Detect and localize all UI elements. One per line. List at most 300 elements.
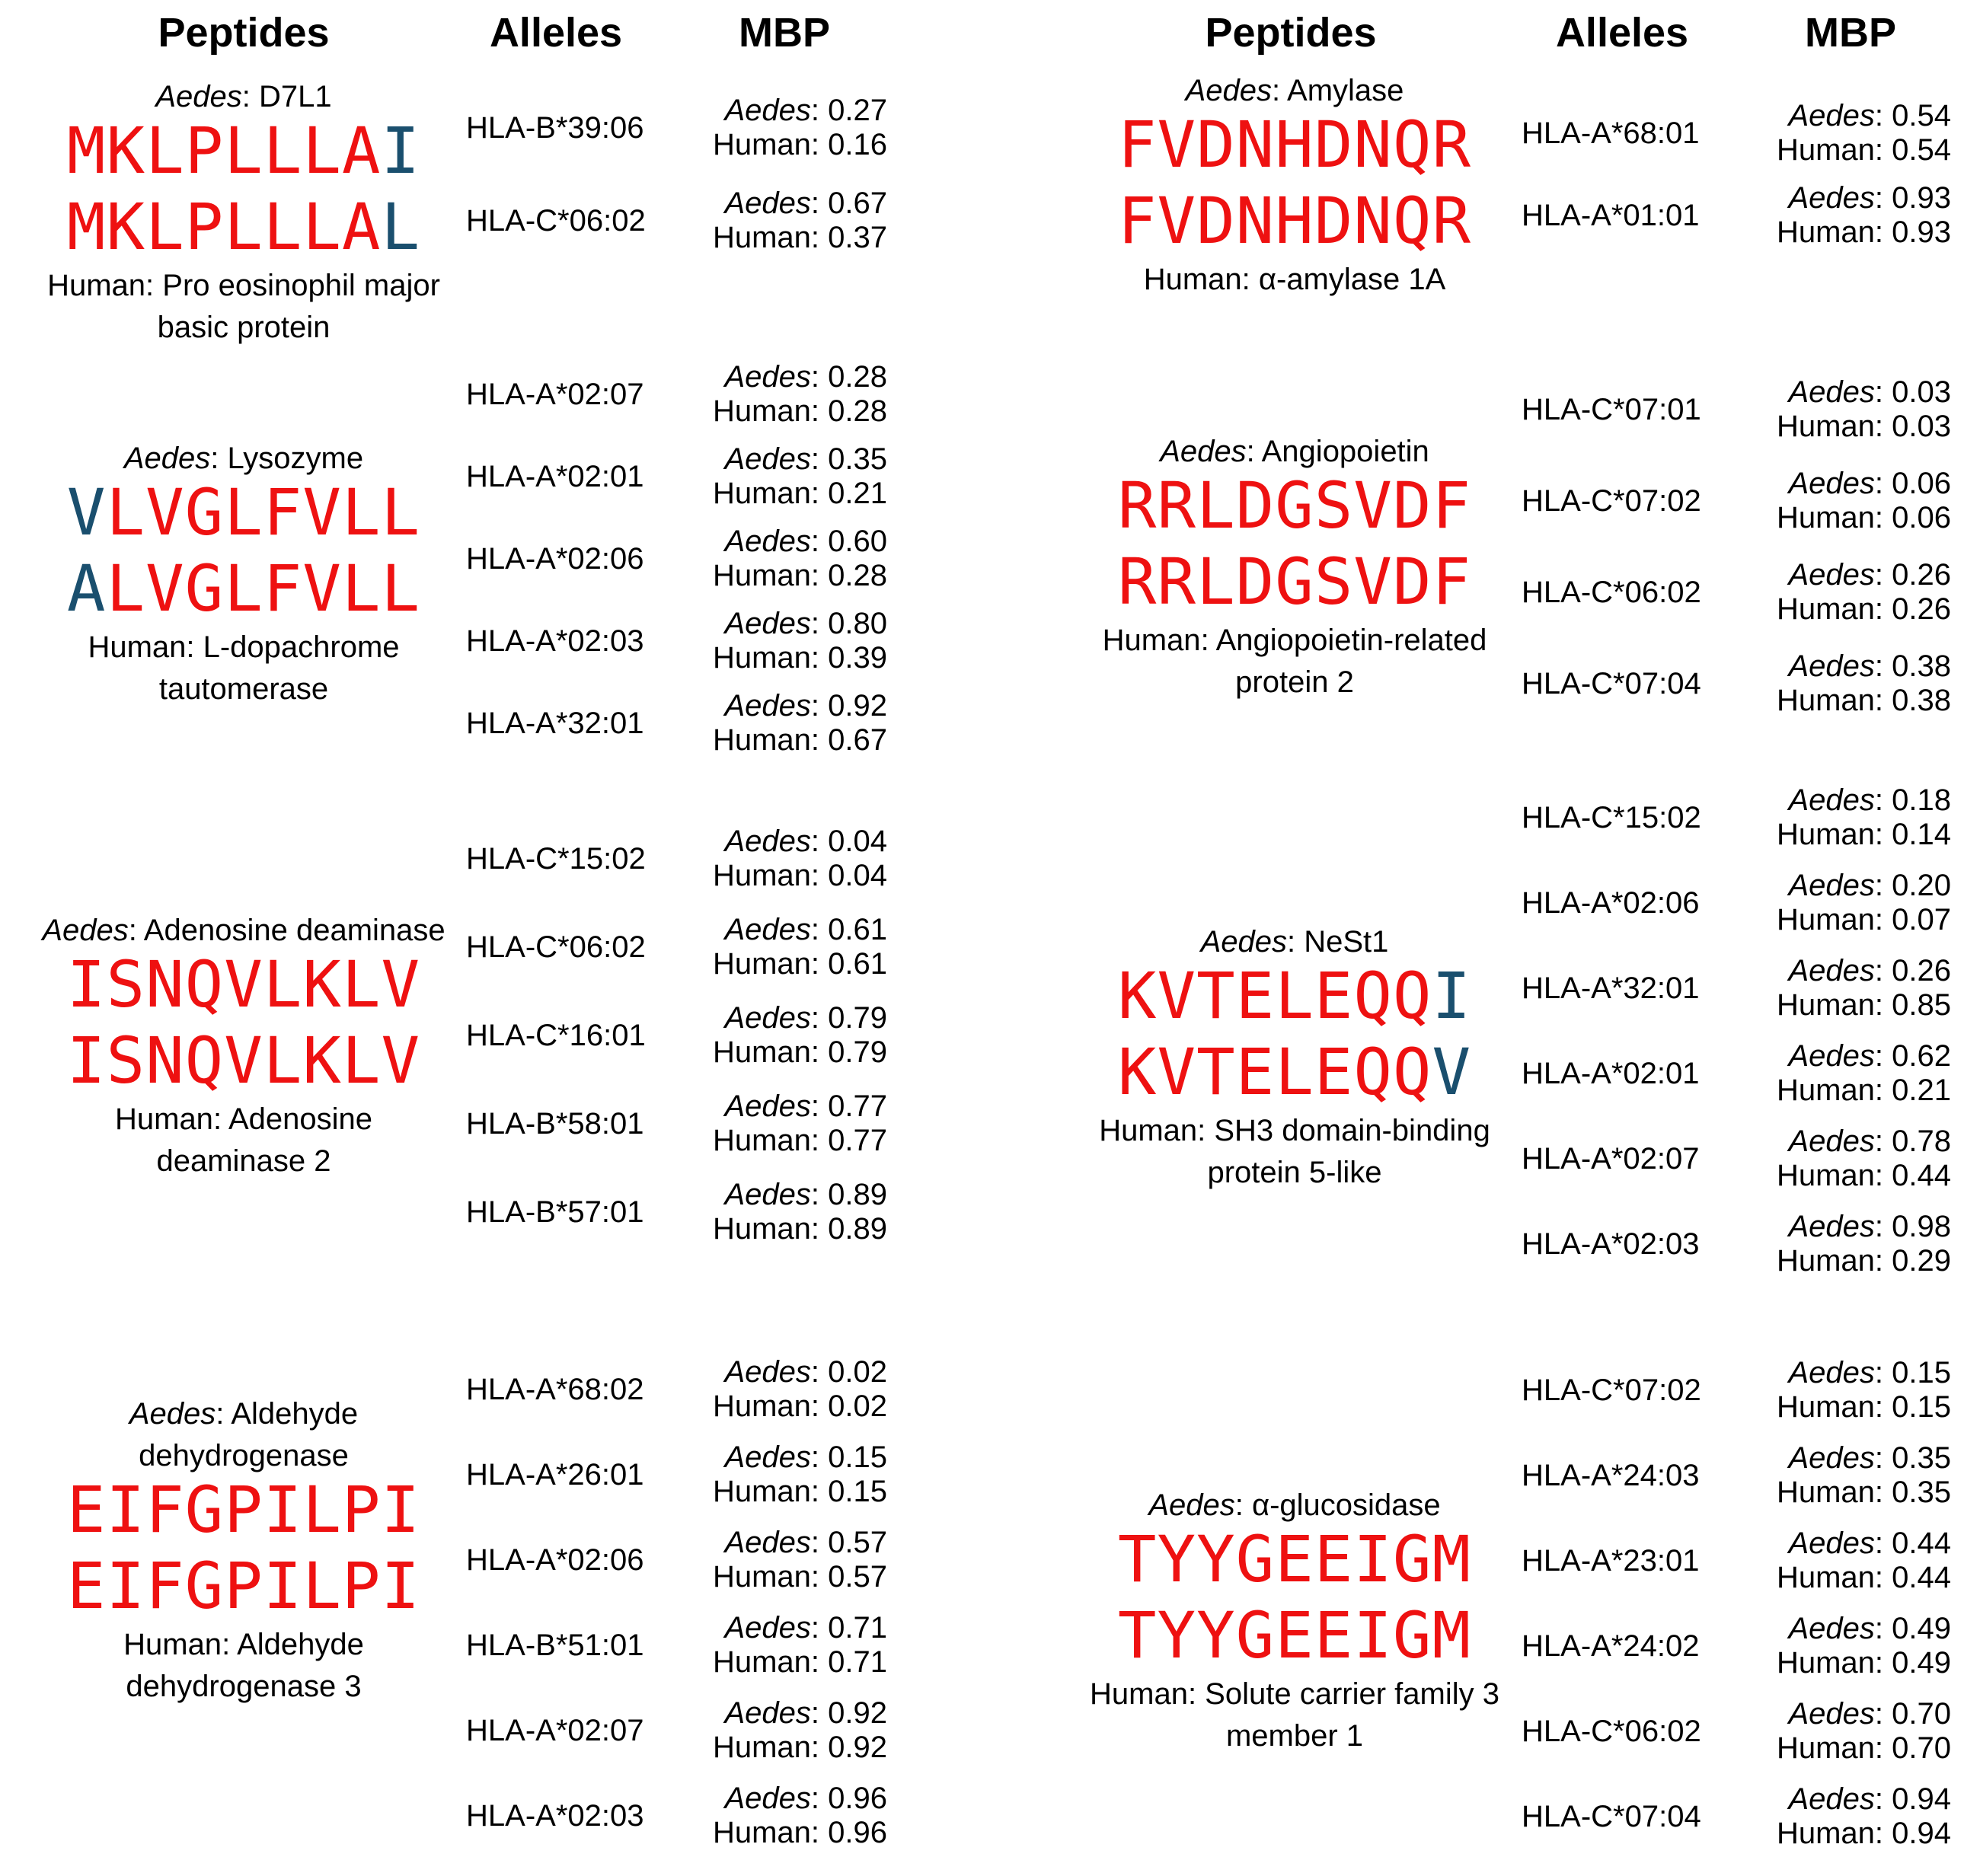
mbp-human-row [713,1124,887,1158]
mbp-aedes-value: : 0.78 [1874,1125,1951,1158]
mbp-aedes-row [1777,375,1951,410]
mbp-human-row [713,221,887,255]
mbp-values [1777,375,1951,444]
human-label: Human [712,128,811,161]
aedes-label: Aedes [1788,1125,1875,1158]
mbp-aedes-row [713,1611,887,1645]
mbp-human-row [713,1212,887,1246]
aedes-label: Aedes [1788,783,1875,817]
aedes-protein-caption [0,910,487,952]
mbp-values [1777,558,1951,627]
mbp-aedes-row [713,1178,887,1212]
human-label: Human [712,1560,811,1594]
mbp-human-value: : 0.77 [810,1124,887,1157]
allele-name: HLA-C*06:02 [1522,1715,1701,1748]
mbp-aedes-value: : 0.92 [810,689,887,723]
human-protein-name: : L-dopachrome tautomerase [158,630,400,706]
mbp-human-value: : 0.06 [1874,501,1951,534]
human-label: Human [712,1212,811,1246]
human-label: Human [1099,1114,1198,1147]
mbp-human-value: : 0.67 [810,723,887,757]
allele-name: HLA-A*26:01 [466,1458,644,1492]
human-peptide [1066,183,1523,259]
mbp-human-row [1777,903,1951,937]
allele-name: HLA-A*02:01 [1522,1057,1700,1090]
human-label: Human [1143,263,1242,296]
mbp-aedes-value: : 0.89 [810,1178,887,1211]
human-peptide [1066,1034,1523,1110]
aedes-label: Aedes [123,442,211,475]
mbp-aedes-row [1777,1441,1951,1476]
human-label: Human [712,723,811,757]
aedes-label: Aedes [724,1178,811,1211]
mbp-aedes-row [1777,1697,1951,1731]
human-label: Human [1776,1159,1875,1192]
mbp-aedes-row [713,94,887,128]
mbp-values [713,1178,887,1246]
mbp-aedes-row [1777,181,1951,215]
allele-name: HLA-C*15:02 [1522,801,1701,834]
aedes-protein-name: : α-glucosidase [1234,1488,1441,1522]
mbp-human-row [1777,1074,1951,1108]
mbp-aedes-row [1777,869,1951,903]
mbp-aedes-row [1777,1782,1951,1817]
mbp-values [1777,1125,1951,1193]
mbp-aedes-row [713,825,887,859]
aedes-label: Aedes [724,360,811,394]
mbp-values [713,360,887,429]
mbp-human-value: : 0.07 [1874,903,1951,936]
residue-different: L [381,190,421,264]
aedes-label: Aedes [1788,99,1875,132]
mbp-aedes-row [1777,954,1951,988]
mbp-human-value: : 0.93 [1874,215,1951,249]
aedes-label: Aedes [724,1090,811,1123]
mbp-values [1777,1782,1951,1851]
human-label: Human [1776,988,1875,1022]
mbp-human-value: : 0.96 [810,1816,887,1849]
mbp-human-value: : 0.02 [810,1389,887,1423]
mbp-human-value: : 0.49 [1874,1646,1951,1680]
human-protein-name: : SH3 domain-binding protein 5-like [1197,1114,1490,1189]
human-peptide [15,1023,472,1099]
aedes-label: Aedes [724,825,811,858]
mbp-aedes-row [1777,1125,1951,1159]
mbp-human-value: : 0.89 [810,1212,887,1246]
mbp-aedes-value: : 0.54 [1874,99,1951,132]
residue-different: A [66,551,107,626]
human-label: Human [712,1645,811,1679]
mbp-aedes-row [1777,558,1951,592]
mbp-aedes-row [713,913,887,947]
aedes-label: Aedes [1788,558,1875,592]
mbp-human-row [713,1389,887,1424]
mbp-human-row [1777,592,1951,627]
header-peptides-right: Peptides [1205,10,1377,56]
mbp-aedes-value: : 0.49 [1874,1612,1951,1645]
aedes-label: Aedes [1788,181,1875,215]
allele-name: HLA-A*02:07 [1522,1142,1700,1176]
human-label: Human [88,630,187,664]
aedes-protein-name: : Angiopoietin [1246,435,1429,468]
mbp-values [1777,1210,1951,1278]
mbp-human-row [713,559,887,593]
human-protein-name: : α-amylase 1A [1241,263,1446,296]
aedes-peptide [15,946,472,1023]
mbp-aedes-row [1777,467,1951,501]
aedes-label: Aedes [1788,1697,1875,1731]
human-peptide [1066,544,1523,620]
header-alleles-left: Alleles [489,10,623,56]
allele-name: HLA-C*06:02 [466,930,646,964]
allele-name: HLA-B*57:01 [466,1195,644,1229]
human-protein-caption [1066,620,1523,704]
human-label: Human [1776,133,1875,167]
mbp-human-row [713,1560,887,1594]
mbp-values [713,442,887,511]
mbp-aedes-row [1777,1527,1951,1561]
residue-identical: MKLPLLLA [66,113,382,188]
residue-identical: EIFGPILPI [66,1472,421,1547]
human-label: Human [1776,684,1875,717]
mbp-aedes-value: : 0.35 [1874,1441,1951,1475]
human-peptide [1066,1597,1523,1673]
mbp-human-row [713,859,887,893]
allele-name: HLA-C*07:04 [1522,667,1701,700]
mbp-aedes-value: : 0.96 [810,1782,887,1815]
human-protein-name: : Aldehyde dehydrogenase 3 [126,1628,364,1703]
mbp-aedes-row [1777,1210,1951,1244]
human-protein-caption [8,265,480,349]
human-protein-caption [46,627,442,710]
mbp-aedes-row [713,1526,887,1560]
aedes-label: Aedes [1788,649,1875,683]
mbp-values [713,1090,887,1158]
human-label: Human [712,1731,811,1764]
residue-different: I [1432,959,1472,1033]
mbp-human-row [1777,1646,1951,1680]
aedes-protein-name: : D7L1 [241,80,332,113]
mbp-human-value: : 0.92 [810,1731,887,1764]
allele-name: HLA-C*07:01 [1522,393,1701,426]
mbp-human-row [1777,988,1951,1023]
allele-name: HLA-C*06:02 [1522,576,1701,609]
residue-identical: FVDNHDNQR [1117,183,1472,258]
human-label: Human [1776,1244,1875,1278]
header-mbp-left: MBP [739,10,830,56]
mbp-values [713,1782,887,1850]
allele-name: HLA-A*32:01 [1522,972,1700,1005]
mbp-human-value: : 0.28 [810,559,887,592]
mbp-human-row [1777,133,1951,168]
residue-identical: LVGLFVLL [106,551,421,626]
human-label: Human [712,394,811,428]
allele-name: HLA-C*07:02 [1522,484,1701,518]
human-label: Human [712,477,811,510]
allele-name: HLA-A*02:01 [466,460,644,493]
mbp-values [713,1440,887,1509]
allele-name: HLA-A*68:02 [466,1373,644,1406]
human-protein-caption [1059,259,1531,301]
aedes-protein-name: : Aldehyde dehydrogenase [139,1397,359,1472]
aedes-label: Aedes [724,1782,811,1815]
mbp-human-value: : 0.35 [1874,1476,1951,1509]
human-label: Human [1776,1074,1875,1107]
residue-identical: FVDNHDNQR [1117,107,1472,182]
mbp-human-value: : 0.03 [1874,410,1951,443]
human-label: Human [1776,818,1875,851]
mbp-human-value: : 0.61 [810,947,887,981]
mbp-human-value: : 0.85 [1874,988,1951,1022]
allele-name: HLA-B*39:06 [466,111,644,145]
aedes-protein-caption [1059,431,1531,473]
human-label: Human [712,559,811,592]
mbp-values [713,1696,887,1765]
aedes-protein-caption [0,438,487,480]
human-label: Human [1776,1561,1875,1594]
mbp-human-value: : 0.28 [810,394,887,428]
mbp-aedes-row [713,1696,887,1731]
mbp-aedes-value: : 0.98 [1874,1210,1951,1243]
aedes-peptide [1066,958,1523,1034]
aedes-peptide [15,1472,472,1548]
aedes-label: Aedes [42,914,129,947]
human-label: Human [712,221,811,254]
allele-name: HLA-A*02:06 [466,1543,644,1577]
mbp-human-row [1777,1159,1951,1193]
mbp-values [1777,181,1951,250]
mbp-values [713,607,887,675]
mbp-human-value: : 0.15 [810,1475,887,1508]
mbp-aedes-value: : 0.71 [810,1611,887,1645]
mbp-human-value: : 0.94 [1874,1817,1951,1850]
aedes-label: Aedes [1788,1441,1875,1475]
mbp-values [1777,869,1951,937]
mbp-human-row [713,1475,887,1509]
mbp-aedes-value: : 0.79 [810,1001,887,1035]
mbp-aedes-row [713,525,887,559]
mbp-human-row [1777,818,1951,852]
human-label: Human [712,859,811,892]
allele-name: HLA-C*07:02 [1522,1374,1701,1407]
aedes-label: Aedes [1788,1527,1875,1560]
mbp-aedes-value: : 0.70 [1874,1697,1951,1731]
human-peptide [15,1548,472,1624]
aedes-label: Aedes [1788,1782,1875,1816]
mbp-human-value: : 0.71 [810,1645,887,1679]
mbp-human-value: : 0.16 [810,128,887,161]
mbp-aedes-row [713,1090,887,1124]
mbp-values [713,525,887,593]
mbp-human-value: : 0.21 [1874,1074,1951,1107]
human-label: Human [1776,1476,1875,1509]
mbp-values [1777,783,1951,852]
mbp-values [1777,99,1951,168]
mbp-aedes-value: : 0.77 [810,1090,887,1123]
residue-identical: ISNQVLKLV [66,947,421,1022]
mbp-aedes-row [713,1440,887,1475]
mbp-aedes-row [1777,649,1951,684]
mbp-values [1777,1697,1951,1766]
allele-name: HLA-A*68:01 [1522,116,1700,150]
aedes-protein-caption [1059,1485,1531,1527]
allele-name: HLA-C*16:01 [466,1019,646,1052]
mbp-aedes-value: : 0.26 [1874,558,1951,592]
aedes-label: Aedes [1788,375,1875,409]
mbp-aedes-row [713,360,887,394]
human-label: Human [123,1628,222,1661]
mbp-human-row [713,1645,887,1680]
aedes-label: Aedes [724,442,811,476]
mbp-aedes-value: : 0.62 [1874,1039,1951,1073]
mbp-values [713,1001,887,1070]
mbp-human-row [1777,410,1951,444]
human-label: Human [1776,903,1875,936]
mbp-values [1777,954,1951,1023]
mbp-human-row [713,1816,887,1850]
mbp-aedes-row [1777,783,1951,818]
mbp-values [713,913,887,981]
mbp-human-row [1777,215,1951,250]
mbp-aedes-value: : 0.35 [810,442,887,476]
aedes-label: Aedes [724,1611,811,1645]
residue-different: I [381,113,421,188]
aedes-label: Aedes [724,1001,811,1035]
mbp-aedes-value: : 0.03 [1874,375,1951,409]
aedes-peptide [1066,1521,1523,1597]
mbp-human-row [1777,1731,1951,1766]
aedes-protein-name: : Amylase [1272,74,1404,107]
mbp-aedes-value: : 0.94 [1874,1782,1951,1816]
aedes-protein-caption [1059,921,1531,963]
mbp-human-value: : 0.21 [810,477,887,510]
mbp-human-value: : 0.04 [810,859,887,892]
mbp-values [713,1611,887,1680]
aedes-label: Aedes [1788,467,1875,500]
aedes-protein-caption [1059,70,1531,112]
mbp-human-row [713,723,887,758]
human-label: Human [1776,410,1875,443]
mbp-aedes-row [1777,1356,1951,1390]
aedes-label: Aedes [724,94,811,127]
residue-identical: MKLPLLLA [66,190,382,264]
human-label: Human [1776,1390,1875,1424]
mbp-human-value: : 0.57 [810,1560,887,1594]
mbp-human-value: : 0.54 [1874,133,1951,167]
mbp-aedes-value: : 0.20 [1874,869,1951,902]
allele-name: HLA-A*02:03 [466,624,644,658]
residue-identical: TYYGEEIGM [1117,1522,1472,1597]
mbp-human-value: : 0.79 [810,1035,887,1069]
mbp-aedes-value: : 0.93 [1874,181,1951,215]
mbp-aedes-value: : 0.44 [1874,1527,1951,1560]
allele-name: HLA-B*51:01 [466,1629,644,1662]
mbp-human-value: : 0.14 [1874,818,1951,851]
allele-name: HLA-A*02:03 [1522,1227,1700,1261]
human-label: Human [712,641,811,675]
mbp-human-row [1777,501,1951,535]
allele-name: HLA-C*15:02 [466,842,646,876]
aedes-label: Aedes [129,1397,216,1431]
aedes-label: Aedes [1788,1210,1875,1243]
mbp-human-value: : 0.39 [810,641,887,675]
mbp-values [713,1526,887,1594]
mbp-human-value: : 0.15 [1874,1390,1951,1424]
human-label: Human [712,1124,811,1157]
aedes-label: Aedes [724,1440,811,1474]
aedes-peptide [15,113,472,189]
mbp-human-row [713,128,887,162]
mbp-values [1777,467,1951,535]
mbp-values [713,187,887,255]
aedes-label: Aedes [1788,1612,1875,1645]
allele-name: HLA-A*02:03 [466,1799,644,1833]
header-peptides-left: Peptides [158,10,330,56]
aedes-protein-caption [84,1393,404,1477]
mbp-human-row [713,947,887,981]
aedes-label: Aedes [724,913,811,946]
mbp-aedes-row [713,1782,887,1816]
header-alleles-right: Alleles [1555,10,1689,56]
mbp-aedes-value: : 0.67 [810,187,887,220]
human-label: Human [1776,215,1875,249]
human-label: Human [712,1389,811,1423]
human-protein-caption [1066,1110,1523,1194]
mbp-values [1777,1441,1951,1510]
allele-name: HLA-A*01:01 [1522,199,1700,232]
mbp-aedes-row [713,442,887,477]
residue-different: V [66,475,107,550]
allele-name: HLA-A*32:01 [466,707,644,740]
mbp-human-row [1777,1561,1951,1595]
mbp-aedes-value: : 0.38 [1874,649,1951,683]
aedes-label: Aedes [1788,954,1875,987]
mbp-human-value: : 0.44 [1874,1159,1951,1192]
mbp-human-value: : 0.26 [1874,592,1951,626]
human-label: Human [712,1816,811,1849]
mbp-aedes-row [713,607,887,641]
mbp-aedes-value: : 0.06 [1874,467,1951,500]
mbp-values [713,1355,887,1424]
aedes-label: Aedes [155,80,242,113]
mbp-values [1777,1527,1951,1595]
mbp-human-value: : 0.29 [1874,1244,1951,1278]
mbp-aedes-row [713,1001,887,1035]
human-protein-name: : Angiopoietin-related protein 2 [1200,624,1487,699]
mbp-aedes-value: : 0.15 [810,1440,887,1474]
human-peptide [15,189,472,265]
human-label: Human [1776,1817,1875,1850]
aedes-label: Aedes [1185,74,1272,107]
mbp-aedes-value: : 0.27 [810,94,887,127]
aedes-label: Aedes [1148,1488,1235,1522]
allele-name: HLA-C*07:04 [1522,1800,1701,1833]
residue-identical: LVGLFVLL [106,475,421,550]
aedes-label: Aedes [724,1355,811,1389]
mbp-aedes-value: : 0.28 [810,360,887,394]
mbp-human-row [713,1035,887,1070]
aedes-label: Aedes [1160,435,1247,468]
allele-name: HLA-A*02:06 [1522,886,1700,920]
mbp-aedes-value: : 0.26 [1874,954,1951,987]
mbp-human-row [1777,1390,1951,1425]
human-protein-name: : Solute carrier family 3 member 1 [1187,1677,1499,1753]
aedes-protein-name: : Adenosine deaminase [128,914,445,947]
aedes-label: Aedes [1788,869,1875,902]
mbp-human-row [713,641,887,675]
human-label: Human [47,269,146,302]
aedes-protein-name: : NeSt1 [1287,925,1389,959]
